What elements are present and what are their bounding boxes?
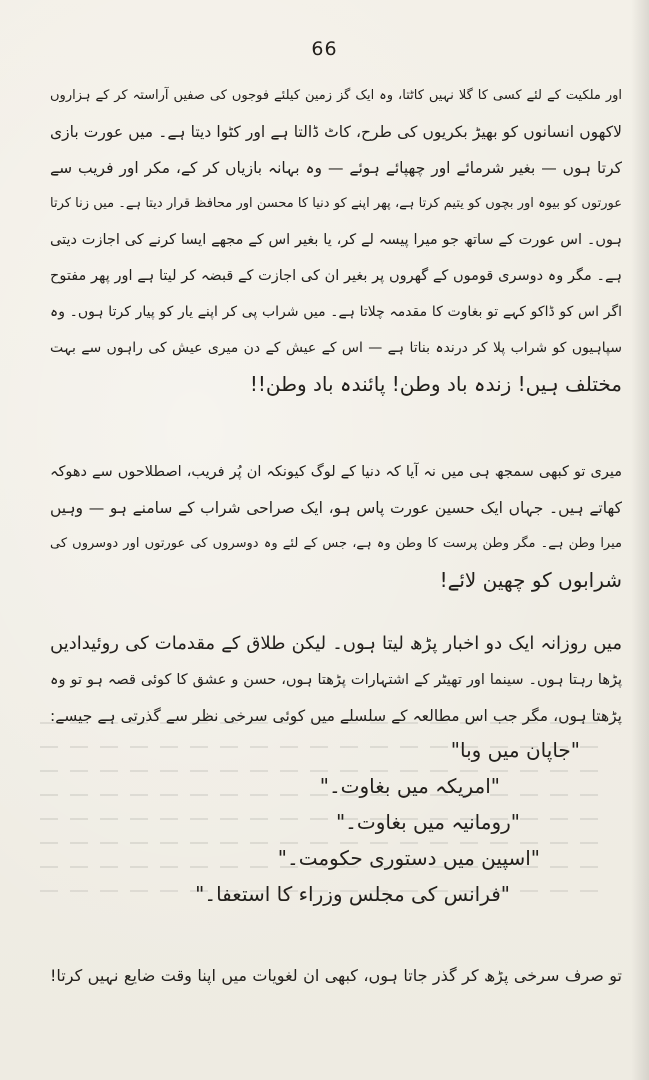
text-line: میرا وطن ہے۔ مگر وطن پرست کا وطن وہ ہے، جس کے لئے وہ دوسروں کی عورتوں اور دوسروں کی bbox=[50, 536, 622, 551]
headline-item: "امریکہ میں بغاوت۔" bbox=[319, 774, 500, 798]
text-line: سپاہیوں کو شراب پلا کر درندہ بناتا ہے — اس کے عیش کے دن میری عیش کی راہوں سے بہت bbox=[50, 340, 622, 356]
paragraph-3 bbox=[50, 626, 622, 734]
text-line: شرابوں کو چھین لائے! bbox=[439, 568, 622, 592]
closing-paragraph bbox=[50, 958, 622, 994]
headline-item: "جاپان میں وبا" bbox=[450, 738, 580, 762]
page-number: 66 bbox=[311, 38, 338, 60]
headline-item: "اسپین میں دستوری حکومت۔" bbox=[277, 846, 540, 870]
page-edge-shadow bbox=[631, 0, 649, 1080]
text-line: کرتا ہوں — بغیر شرمائے اور چھپائے ہوئے — وہ بہانہ بازیاں کر کے، مکر اور فریب سے bbox=[50, 159, 622, 177]
text-line: ہے۔ مگر وہ دوسری قوموں کے گھروں پر بغیر ان کی اجازت کے قبضہ کر لیتا ہے اور پھر مفتوح bbox=[50, 268, 622, 284]
headline-item: "رومانیہ میں بغاوت۔" bbox=[335, 810, 520, 834]
text-line: اگر اس کو ڈاکو کہے تو بغاوت کا مقدمہ چلاتا ہے۔ میں شراب پی کر اپنے یار کو پیار کرتا ہوں۔ وہ bbox=[50, 304, 622, 320]
paragraph-1 bbox=[50, 78, 622, 402]
text-line: پڑھا رہتا ہوں۔ سینما اور تھیٹر کے اشتہارات پڑھتا ہوں، حسن و عشق کا کوئی قصہ ہو تو وہ bbox=[50, 672, 622, 688]
text-line: عورتوں کو بیوہ اور بچوں کو یتیم کرتا ہے، پھر اپنے کو دنیا کا محسن اور محافظ قرار دیتا ہے۔ میں زنا کرتا bbox=[50, 196, 622, 211]
text-line: پڑھتا ہوں، مگر جب اس مطالعہ کے سلسلے میں کوئی سرخی نظر سے گذرتی ہے جیسے: bbox=[50, 707, 622, 725]
text-line: ہوں۔ اس عورت کے ساتھ جو میرا پیسہ لے کر، یا بغیر اس کے مجھے ایسا کرنے کی اجازت دیتی bbox=[50, 232, 622, 248]
text-line: کھاتے ہیں۔ جہاں ایک حسین عورت پاس ہو، ایک صراحی شراب کے سامنے ہو — وہیں bbox=[50, 499, 622, 517]
text-line: مختلف ہیں! زندہ باد وطن! پائندہ باد وطن!! bbox=[249, 372, 622, 396]
text-line: تو صرف سرخی پڑھ کر گذر جاتا ہوں، کبھی ان لغویات میں اپنا وقت ضایع نہیں کرتا! bbox=[50, 966, 622, 985]
text-line: اور ملکیت کے لئے کسی کا گلا نہیں کاٹتا، وہ ایک گز زمین کیلئے فوجوں کی صفیں آراستہ کر کے ہزاروں bbox=[50, 88, 622, 103]
paragraph-2 bbox=[50, 454, 622, 598]
headline-item: "فرانس کی مجلس وزراء کا استعفا۔" bbox=[195, 882, 510, 906]
text-line: میری تو کبھی سمجھ ہی میں نہ آیا کہ دنیا کے لوگ کیونکہ ان پُر فریب، اصطلاحوں سے دھوکہ bbox=[50, 464, 622, 480]
text-line: میں روزانہ ایک دو اخبار پڑھ لیتا ہوں۔ لیکن طلاق کے مقدمات کی روئیدادیں bbox=[50, 633, 622, 654]
headline-list bbox=[50, 732, 622, 912]
text-line: لاکھوں انسانوں کو بھیڑ بکریوں کی طرح، کاٹ ڈالتا ہے اور کٹوا دیتا ہے۔ میں عورت بازی bbox=[50, 123, 622, 141]
